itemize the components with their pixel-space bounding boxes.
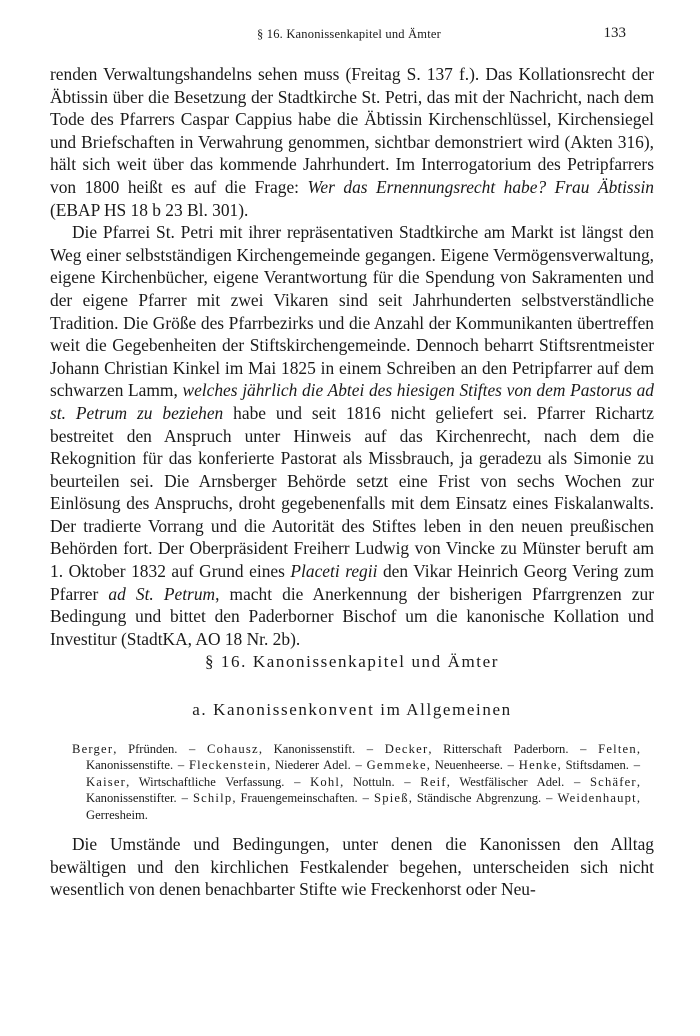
body-text xyxy=(50,63,654,650)
literature-author: Henke xyxy=(518,758,558,773)
body-text-2 xyxy=(50,833,654,901)
literature-author: Schilp xyxy=(192,791,233,806)
paragraph-2-ad-st-petrum: ad St. Petrum xyxy=(108,583,216,604)
paragraph-1-text-b: (EBAP HS 18 b 23 Bl. 301). xyxy=(50,199,249,220)
literature-author: Reif xyxy=(420,774,447,789)
paragraph-2-quote: welches jährlich die Abtei des hiesigen Stiftes von dem Pastorus ad st. Petrum zu beziehen xyxy=(50,380,654,423)
literature-author: Berger xyxy=(72,742,114,756)
literature-title: , Kanonissenstift. – xyxy=(258,742,385,756)
literature-author: Schäfer xyxy=(589,774,637,789)
literature-title: , Ständische Abgrenzung. – xyxy=(408,791,558,806)
literature-author: Fleckenstein xyxy=(188,758,268,773)
literature-title: , Frauengemeinschaften. – xyxy=(232,791,374,806)
paragraph-1-quote: Wer das Ernennungsrecht habe? Frau Äbtissin xyxy=(307,176,654,197)
literature-title: , Niederer Adel. – xyxy=(267,758,367,773)
paragraph-2-text-c: den Vikar Heinrich Georg Vering zum Pfarrer xyxy=(50,561,654,604)
paragraph-2-text-a: Die Pfarrei St. Petri mit ihrer repräsentativen Stadtkirche am Markt ist längst den Weg einer selbstständigen Kirchengemeinde gegangen. Eigene Vermögensverwaltung, eigene Kirchenbücher, eigene Verantwortung für die Spendung von Sakramenten und der eigene Pfarrer mit zwei Vikaren sind seit Jahrhunderten selbstverständliche Tradition. Die Größe des Pfarrbezirks und die Anzahl der Kommunikanten übertreffen weit die Gegebenheiten der Stiftskirchengemeinde. Dennoch beharrt Stiftsrentmeister Johann Christian Kinkel im Mai 1825 in einem Schreiben an den Petripfarrer auf dem schwarzen Lamm, xyxy=(50,222,654,401)
paragraph-1 xyxy=(50,63,654,221)
section-heading: § 16. Kanonissenkapitel und Ämter xyxy=(204,652,500,671)
literature-author: Weidenhaupt xyxy=(557,791,637,806)
running-head xyxy=(72,26,626,46)
literature-author: Gemmeke xyxy=(366,758,427,773)
literature-list xyxy=(72,741,640,823)
literature-title: , Stiftsdamen. – xyxy=(557,758,640,773)
literature-author: Cohausz xyxy=(207,742,259,756)
paragraph-2-placeti: Placeti regii xyxy=(290,561,378,582)
paragraph-3: Die Umstände und Bedingungen, unter denen die Kanonissen den Alltag bewältigen und den kirchlichen Festkalender begehen, unterscheiden sich nicht wesentlich von denen benachbarter Stifte wie Freckenhorst oder Neu- xyxy=(50,834,654,900)
running-title: § 16. Kanonissenkapitel und Ämter xyxy=(257,27,441,41)
literature-author: Kaiser xyxy=(86,774,127,789)
literature-title: , Kanonissenstifte. – xyxy=(86,742,640,773)
paragraph-2-text-d: , macht die Anerkennung der bisherigen Pfarrgrenzen zur Bedingung und bittet den Paderborner Bischof um die kanonische Kollation und Investitur (StadtKA, AO 18 Nr. 2b). xyxy=(50,583,654,649)
paragraph-2-text-b: habe und seit 1816 nicht geliefert sei. Pfarrer Richartz bestreitet den Anspruch unter Hinweis auf das Kirchenrecht, nach dem die Rekognition für das konferierte Pastorat als Missbrauch, ja geradezu als Simonie zu beurteilen sei. Die Arnsberger Behörde setzt eine Frist von sechs Wochen zur Einlösung des Anspruchs, droht gegebenenfalls mit dem Einsatz eines Fiskalanwalts. Der tradierte Vorrang und die Autorität des Stiftes leben in den neuen preußischen Behörden fort. Der Oberpräsident Freiherr Ludwig von Vincke zu Münster beruft am 1. Oktober 1832 auf Grund eines xyxy=(50,402,654,582)
literature-title: , Ritterschaft Paderborn. – xyxy=(428,742,599,756)
literature-title: , Westfälischer Adel. – xyxy=(446,774,590,789)
paragraph-1-text-a: renden Verwaltungshandelns sehen muss (Freitag S. 137 f.). Das Kollationsrecht der Äbtissin über die Besetzung der Stadtkirche St. Petri, das mit der Nachricht, nach dem Tode des Pfarrers Caspar Cappius habe die Äbtissin Kirchenschlüssel, Kirchensiegel und Briefschaften in Verwahrung genommen, sichtbar demonstriert wird (Akten 316), hält sich weit über das kommende Jahrhundert. Im Interrogatorium des Petripfarrers von 1800 heißt es auf die Frage: xyxy=(50,64,654,197)
literature-author: Spieß xyxy=(374,791,409,806)
literature-author: Felten xyxy=(598,742,637,756)
literature-title: , Neuenheerse. – xyxy=(426,758,519,773)
literature-author: Kohl xyxy=(310,774,341,789)
literature-title: , Pfründen. – xyxy=(113,742,208,756)
literature-title: , Kanonissenstifter. – xyxy=(86,774,640,806)
subsection-heading: a. Kanonissenkonvent im Allgemeinen xyxy=(192,700,512,719)
literature-title: , Gerresheim. xyxy=(86,791,640,822)
paragraph-2 xyxy=(50,221,654,650)
literature-title: , Nottuln. – xyxy=(340,774,421,789)
page-number: 133 xyxy=(603,25,626,41)
literature-author: Decker xyxy=(384,742,429,756)
literature-title: , Wirtschaftliche Verfassung. – xyxy=(126,774,311,789)
